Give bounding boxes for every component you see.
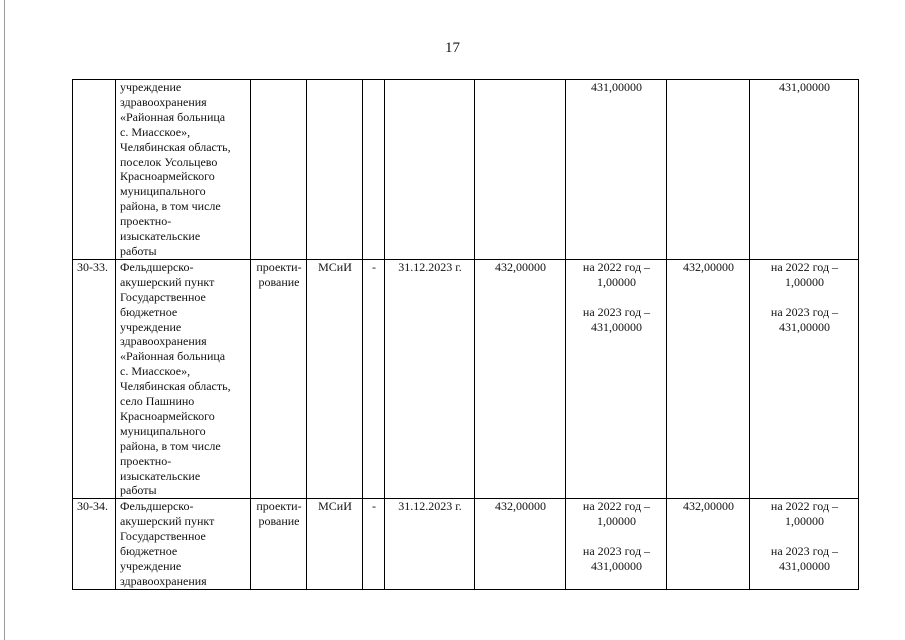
organization-cell: МСиИ: [307, 259, 363, 499]
work-type-cell: проекти- рование: [251, 259, 307, 499]
yearly-funding-cell: [750, 80, 859, 260]
yearly-cost-line: на 2023 год – 431,00000: [582, 304, 651, 334]
object-name-cell: учреждение здравоохранения «Районная больница с. Миасское», Челябинская область, поселок Усольцево Красноармейского муниципального района, в том числе проектно- изыскательские работы: [116, 80, 251, 260]
scan-edge-line: [4, 0, 5, 640]
yearly-funding-line: 431,00000: [779, 80, 830, 94]
yearly-cost-line: на 2022 год – 1,00000: [582, 499, 651, 529]
work-type-cell: [251, 80, 307, 260]
table-row: [73, 259, 859, 499]
deadline-cell: 31.12.2023 г.: [385, 259, 475, 499]
table-row: [73, 499, 859, 589]
yearly-funding-cell: [750, 499, 859, 589]
spacer: [570, 290, 663, 305]
yearly-funding-line: на 2022 год – 1,00000: [770, 499, 839, 529]
yearly-funding-cell: [750, 259, 859, 499]
row-number-cell: 30-34.: [73, 499, 116, 589]
total-funding-cell: 432,00000: [667, 499, 750, 589]
estimated-cost-cell: [475, 80, 566, 260]
estimated-cost-cell: 432,00000: [475, 499, 566, 589]
deadline-cell: 31.12.2023 г.: [385, 499, 475, 589]
dash-cell: -: [363, 259, 385, 499]
spacer: [754, 290, 855, 305]
page-number: 17: [445, 40, 460, 56]
yearly-cost-cell: [566, 259, 667, 499]
object-name-cell: Фельдшерско- акушерский пункт Государственное бюджетное учреждение здравоохранения «Районная больница с. Миасское», Челябинская область, село Пашнино Красноармейского муниципального района, в том числе проектно- изыскательские работы: [116, 259, 251, 499]
spacer: [570, 529, 663, 544]
yearly-cost-cell: [566, 80, 667, 260]
total-funding-cell: 432,00000: [667, 259, 750, 499]
yearly-cost-line: на 2023 год – 431,00000: [582, 544, 651, 574]
yearly-funding-line: на 2023 год – 431,00000: [770, 544, 839, 574]
deadline-cell: [385, 80, 475, 260]
dash-cell: [363, 80, 385, 260]
objects-table: [72, 79, 859, 590]
organization-cell: [307, 80, 363, 260]
total-funding-cell: [667, 80, 750, 260]
object-name-cell: Фельдшерско- акушерский пункт Государственное бюджетное учреждение здравоохранения: [116, 499, 251, 589]
work-type-cell: проекти- рование: [251, 499, 307, 589]
organization-cell: МСиИ: [307, 499, 363, 589]
yearly-funding-line: на 2023 год – 431,00000: [770, 304, 839, 334]
row-number-cell: [73, 80, 116, 260]
estimated-cost-cell: 432,00000: [475, 259, 566, 499]
dash-cell: -: [363, 499, 385, 589]
yearly-cost-line: на 2022 год – 1,00000: [582, 259, 651, 289]
yearly-cost-cell: [566, 499, 667, 589]
row-number-cell: 30-33.: [73, 259, 116, 499]
spacer: [754, 529, 855, 544]
table-row: [73, 80, 859, 260]
yearly-cost-line: 431,00000: [591, 80, 642, 94]
yearly-funding-line: на 2022 год – 1,00000: [770, 259, 839, 289]
